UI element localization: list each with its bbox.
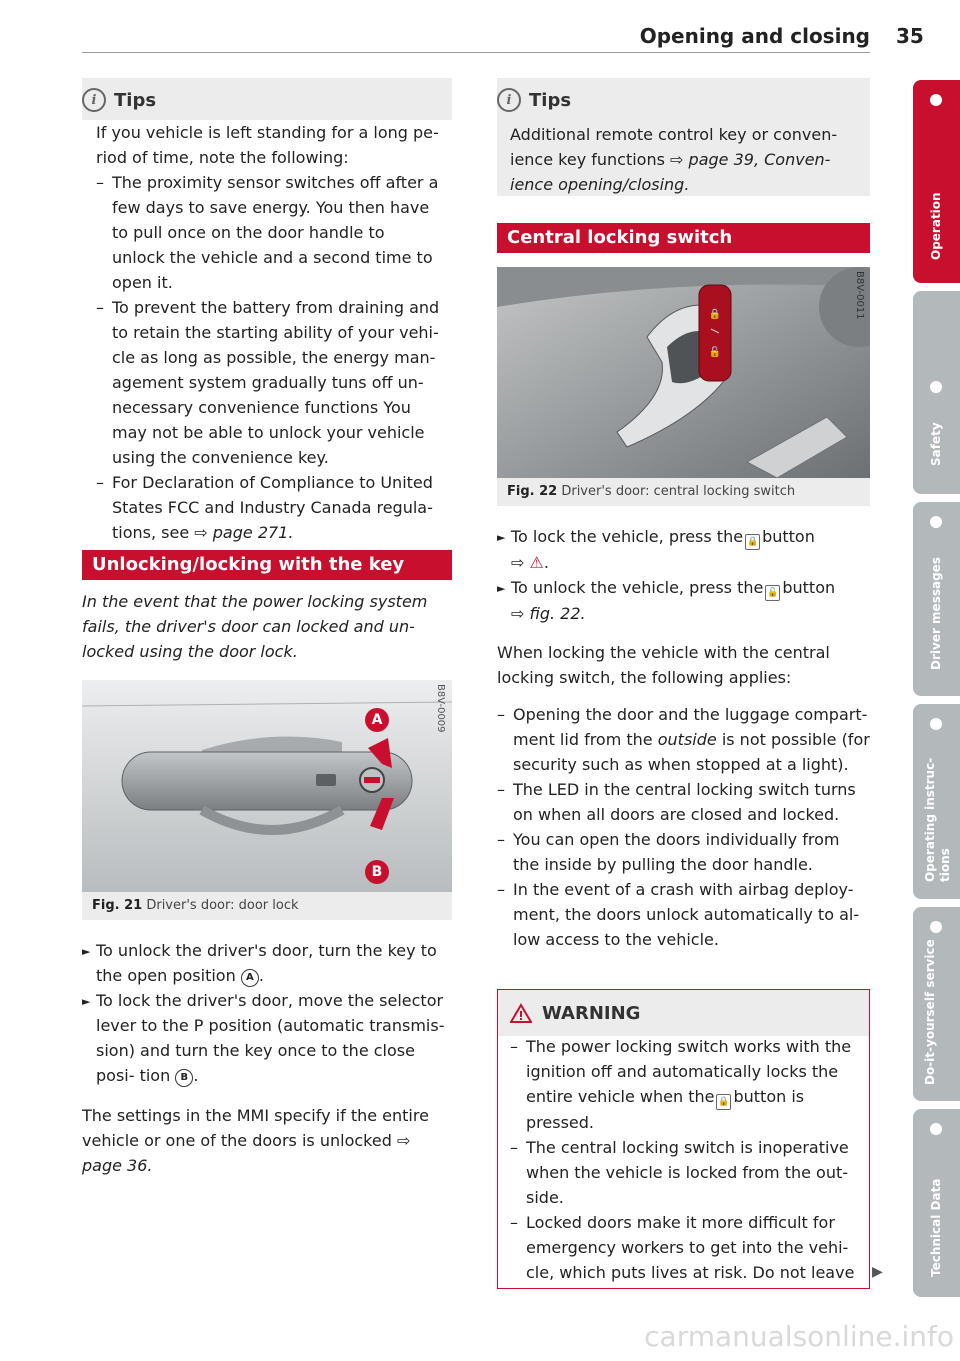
callout-b-label: B <box>365 860 389 884</box>
tab-operation[interactable]: Operation <box>913 80 960 283</box>
section-heading-unlocking: Unlocking/locking with the key <box>82 550 452 580</box>
list-item: – The proximity sensor switches off after a few days to save energy. You then have to pull once on the door handle to unlock the vehicle and a second time to open it. <box>96 173 439 292</box>
figure-22-caption <box>497 478 870 506</box>
unlocking-intro: In the event that the power locking system fails, the driver's door can locked and un- locked using the door lock. <box>82 592 428 661</box>
warning-triangle-icon <box>510 1003 532 1023</box>
warning-header <box>498 990 869 1036</box>
warning-box <box>497 989 870 1289</box>
central-steps <box>497 524 870 626</box>
running-header-title: Opening and closing <box>639 24 870 48</box>
page-ref-link[interactable]: ⇨ fig. 22. <box>511 604 586 623</box>
tab-operating-instructions[interactable]: Operating instruc- tions <box>913 704 960 899</box>
settings-paragraph: The settings in the MMI specify if the entire vehicle or one of the doors is unlocked ⇨ page 36. <box>82 1106 429 1175</box>
callout-a-label: A <box>365 708 389 732</box>
list-item: – You can open the doors individually from the inside by pulling the door handle. <box>497 830 840 874</box>
tab-technical-data[interactable]: Technical Data <box>913 1109 960 1297</box>
unlocking-steps <box>82 938 452 1088</box>
list-item: – Opening the door and the luggage compart- ment lid from the outside is not possible (for security such as when stopped at a light). <box>497 705 870 774</box>
list-item: – To prevent the battery from draining and to retain the starting ability of your vehi- cle as long as possible, the energy man- agement system gradually tuns off un- necessary convenience functions You may not be able to unlock your vehicle using the convenience key. <box>96 298 440 467</box>
list-item: ► To lock the driver's door, move the selector lever to the P position (automatic transmis- sion) and turn the key once to the close posi- tion B . <box>82 991 445 1085</box>
svg-text:🔒: 🔒 <box>708 309 722 320</box>
warning-triangle-icon: ⚠ <box>529 553 544 572</box>
list-item: – The LED in the central locking switch turns on when all doors are closed and locked. <box>497 780 856 824</box>
figure-door-lock <box>82 680 452 892</box>
tips-box-right <box>497 78 870 196</box>
figure-central-switch <box>497 267 870 478</box>
page-number: 35 <box>896 24 924 48</box>
unlock-button-glyph: 🔓 <box>765 585 780 601</box>
tab-do-it-yourself-service[interactable]: Do-it-yourself service <box>913 907 960 1101</box>
list-item: – The central locking switch is inoperative when the vehicle is locked from the out- side. <box>510 1138 849 1207</box>
figure-code: B8V-0009 <box>435 684 446 733</box>
tab-safety[interactable]: Safety <box>913 291 960 494</box>
tips-heading: Tips <box>114 89 157 111</box>
door-lock-illustration <box>82 680 452 892</box>
svg-text:🔓: 🔓 <box>708 347 722 358</box>
list-item: – For Declaration of Compliance to United States FCC and Industry Canada regula- tions, see ⇨ page 271. <box>96 473 433 542</box>
tips-right-text: Additional remote control key or conven- ience key functions <box>510 125 838 169</box>
lock-button-glyph: 🔒 <box>716 1094 731 1110</box>
info-icon: i <box>497 88 521 112</box>
warning-heading: WARNING <box>542 1002 641 1024</box>
continue-arrow-icon: ▶ <box>872 1264 883 1280</box>
figure-number: Fig. 22 <box>507 484 558 499</box>
warning-list <box>510 1034 860 1285</box>
tips-box-left <box>82 78 452 120</box>
list-item: ► To lock the vehicle, press the 🔒 button ⇨ ⚠. <box>497 527 815 572</box>
figure-caption-text: Driver's door: door lock <box>146 898 299 913</box>
central-switch-illustration <box>497 267 870 478</box>
section-heading-central-locking: Central locking switch <box>497 223 870 253</box>
info-icon: i <box>82 88 106 112</box>
page-ref-link[interactable]: ⇨ page 36. <box>82 1131 411 1175</box>
page-ref-link[interactable]: ⇨ page 39, Conven- ience opening/closing. <box>510 150 831 194</box>
list-item: ► To unlock the driver's door, turn the key to the open position A . <box>82 941 437 985</box>
tips-left-body <box>96 120 441 545</box>
figure-number: Fig. 21 <box>92 898 143 913</box>
figure-code: B8V-0011 <box>854 271 865 320</box>
watermark-text: carmanualsonline.info <box>644 1320 954 1353</box>
lock-button-glyph: 🔒 <box>745 534 760 550</box>
tips-heading: Tips <box>529 89 572 111</box>
figure-caption-text: Driver's door: central locking switch <box>561 484 796 499</box>
page-ref-link[interactable]: ⇨ page 271. <box>194 523 294 542</box>
tab-driver-messages[interactable]: Driver messages <box>913 502 960 696</box>
position-b-marker: B <box>175 1069 193 1087</box>
central-applies-text: When locking the vehicle with the central locking switch, the following applies: <box>497 643 830 687</box>
list-item: – Locked doors make it more difficult for emergency workers to get into the vehi- cle, which puts lives at risk. Do not leave <box>510 1213 855 1282</box>
central-conditions-list <box>497 702 870 952</box>
list-item: ► To unlock the vehicle, press the 🔓 button ⇨ fig. 22. <box>497 578 836 623</box>
tips-left-intro: If you vehicle is left standing for a long pe- riod of time, note the following: <box>96 123 439 167</box>
header-rule <box>82 52 870 53</box>
position-a-marker: A <box>241 969 259 987</box>
list-item: – The power locking switch works with the ignition off and automatically locks the entire vehicle when the 🔒 button is pressed. <box>510 1037 852 1132</box>
figure-21-caption <box>82 892 452 920</box>
page-ref-link[interactable]: ⇨ <box>511 553 525 572</box>
list-item: – In the event of a crash with airbag deploy- ment, the doors unlock automatically to al- low access to the vehicle. <box>497 880 860 949</box>
